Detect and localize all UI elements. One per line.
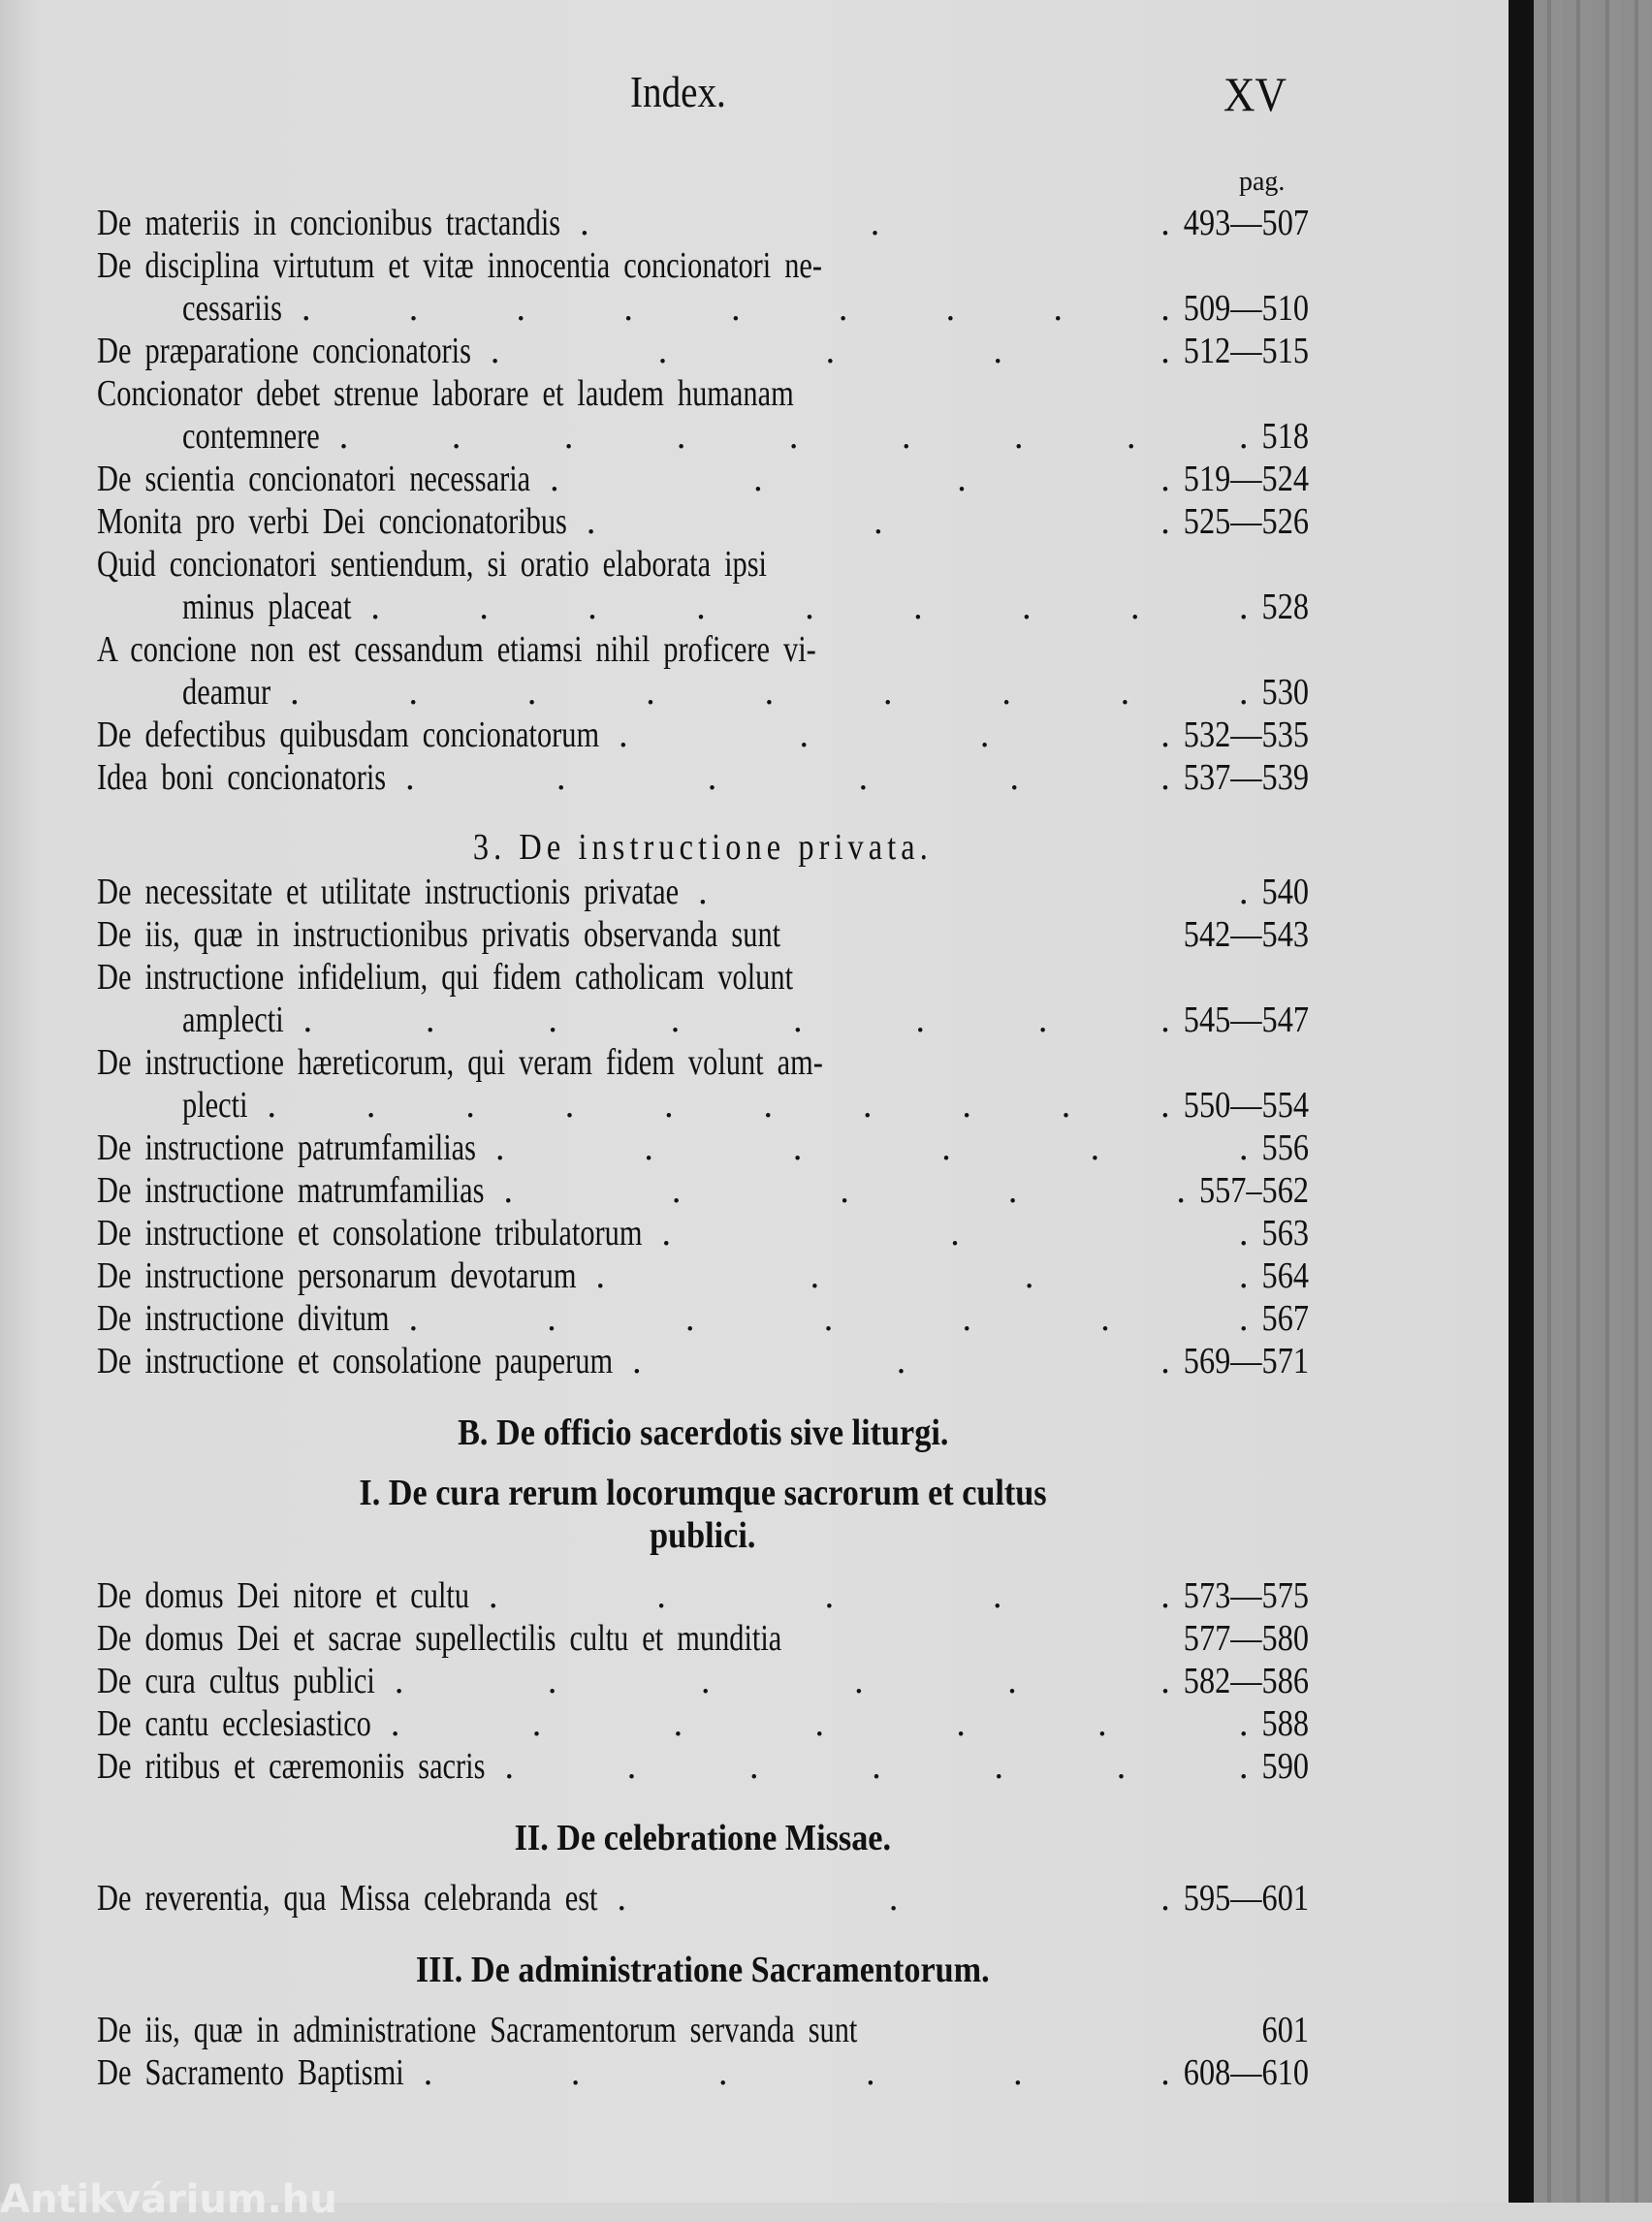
entry-title: De præparatione concionatoris [97, 331, 471, 371]
index-entry [97, 756, 1309, 799]
subsection-heading-i-cont: publici. [650, 1515, 756, 1556]
page-range: 557–562 [1198, 1170, 1309, 1211]
background-surface [1534, 0, 1652, 2203]
subsection-heading-ii: II. De celebratione Missae. [514, 1818, 892, 1858]
dot-leader: . . . . [595, 1255, 1249, 1296]
index-entry-continuation [97, 1084, 1309, 1127]
dot-leader: . . . . . . . . . [338, 416, 1249, 457]
subsection-heading-i: I. De cura rerum locorumque sacrorum et cultus [359, 1473, 1047, 1513]
dot-leader: . . . . . . . [408, 1298, 1249, 1339]
page-range: 518 [1261, 416, 1309, 457]
index-section-a [97, 202, 1309, 799]
subsection-heading-iii: III. De administratione Sacramentorum. [416, 1950, 990, 1990]
page-range: 563 [1261, 1213, 1309, 1254]
section-heading-b: B. De officio sacerdotis sive liturgi. [457, 1413, 949, 1453]
index-section-b-ii [97, 1877, 1309, 1920]
index-entry [97, 714, 1309, 756]
dot-leader: . . . . . . . . . [290, 672, 1249, 713]
index-entry [97, 1340, 1309, 1382]
index-entry [97, 1254, 1309, 1297]
page-range: 537—539 [1183, 757, 1309, 798]
index-entry-continuation [97, 999, 1309, 1041]
dot-leader: . . . . [550, 459, 1170, 499]
index-section-b-i [97, 1574, 1309, 1788]
entry-title: De instructione matrumfamilias [97, 1170, 485, 1211]
index-entry [97, 1212, 1309, 1254]
page-range: 525—526 [1183, 501, 1309, 542]
index-section-b-iii [97, 2009, 1309, 2094]
entry-title: Monita pro verbi Dei concionatoribus [97, 501, 567, 542]
page-range: 509—510 [1183, 288, 1309, 329]
index-entry-continuation [97, 671, 1309, 714]
entry-title: De instructione et consolatione pauperum [97, 1341, 614, 1381]
entry-title: De instructione infidelium, qui fidem catholicam volunt [97, 957, 794, 998]
page-range: 556 [1261, 1127, 1309, 1168]
entry-title: plecti [182, 1085, 248, 1126]
dot-leader: . . . [632, 1341, 1170, 1381]
index-entry [97, 1041, 1309, 1084]
index-entry [97, 543, 1309, 586]
page-column-label: pag. [1239, 167, 1286, 197]
page-edge-shadow [1509, 0, 1534, 2203]
index-entry [97, 1127, 1309, 1169]
entry-title: De scientia concionatori necessaria [97, 459, 531, 499]
page-range: 540 [1261, 872, 1309, 912]
dot-leader: . . . . . . . . . [301, 288, 1170, 329]
entry-title: De Sacramento Baptismi [97, 2052, 404, 2093]
page-range: 567 [1261, 1298, 1309, 1339]
dot-leader: . . . . . . [495, 1127, 1249, 1168]
index-entry [97, 1877, 1309, 1920]
dot-leader: . . . . . . . [390, 1703, 1249, 1744]
dot-leader: . . . . . . [405, 757, 1170, 798]
page-range: 588 [1261, 1703, 1309, 1744]
page-range: 528 [1261, 587, 1309, 627]
dot-leader: . . . . . [490, 331, 1170, 371]
dot-leader: . . . . . . [423, 2052, 1170, 2093]
entry-title: De instructione personarum devotarum [97, 1255, 577, 1296]
dot-leader: . . . . . . . [504, 1746, 1249, 1787]
index-entry [97, 330, 1309, 372]
dot-leader: . . . . . . . . [302, 1000, 1170, 1040]
index-entry-continuation [97, 586, 1309, 628]
dot-leader: . . . [586, 501, 1170, 542]
index-entry [97, 372, 1309, 415]
running-head [0, 66, 1509, 124]
page-range: 550—554 [1183, 1085, 1309, 1126]
dot-leader: . . . [661, 1213, 1249, 1254]
entry-title: De instructione divitum [97, 1298, 390, 1339]
section-heading-instructione-privata: 3. De instructione privata. [472, 827, 934, 868]
entry-title: cessariis [182, 288, 282, 329]
index-section-3 [97, 871, 1309, 1382]
page-range: 577—580 [1183, 1618, 1309, 1659]
entry-title: Quid concionatori sentiendum, si oratio elaborata ipsi [97, 544, 767, 585]
page-range: 519—524 [1183, 459, 1309, 499]
index-entry [97, 2009, 1309, 2051]
dot-leader: . . [698, 872, 1249, 912]
page-range: 573—575 [1183, 1575, 1309, 1616]
page-range: 493—507 [1183, 203, 1309, 243]
index-entry [97, 244, 1309, 287]
page-range: 582—586 [1183, 1661, 1309, 1701]
dot-leader: . . . . . . . . . [370, 587, 1249, 627]
entry-title: Concionator debet strenue laborare et laudem humanam [97, 373, 794, 414]
entry-title: De defectibus quibusdam concionatorum [97, 714, 600, 755]
watermark: Antikvárium.hu [0, 2177, 337, 2222]
index-entry [97, 1297, 1309, 1340]
page-range: 530 [1261, 672, 1309, 713]
entry-title: De instructione et consolatione tribulatorum [97, 1213, 643, 1254]
entry-title: De necessitate et utilitate instructionis privatae [97, 872, 680, 912]
entry-title: De instructione hæreticorum, qui veram fidem volunt am- [97, 1042, 823, 1083]
index-entry [97, 1574, 1309, 1617]
index-entry-continuation [97, 415, 1309, 458]
page-range: 564 [1261, 1255, 1309, 1296]
entry-title: deamur [182, 672, 271, 713]
page-range: 532—535 [1183, 714, 1309, 755]
entry-title: A concione non est cessandum etiamsi nihil proficere vi- [97, 629, 816, 670]
dot-leader: . . . . [619, 714, 1170, 755]
page-range: 569—571 [1183, 1341, 1309, 1381]
entry-title: De iis, quæ in instructionibus privatis observanda sunt [97, 914, 781, 955]
dot-leader: . . . . . . . . . . [267, 1085, 1170, 1126]
index-entry [97, 628, 1309, 671]
entry-title: De materiis in concionibus tractandis [97, 203, 561, 243]
index-entry [97, 1169, 1309, 1212]
dot-leader: . . . [580, 203, 1170, 243]
page-range: 512—515 [1183, 331, 1309, 371]
entry-title: De cura cultus publici [97, 1661, 375, 1701]
page-range: 542—543 [1183, 914, 1309, 955]
index-entry [97, 913, 1309, 956]
index-entry [97, 871, 1309, 913]
page-range: 595—601 [1183, 1878, 1309, 1919]
dot-leader: . . . . . [489, 1575, 1170, 1616]
entry-title: Idea boni concionatoris [97, 757, 387, 798]
index-entry [97, 1660, 1309, 1702]
page-folio: XV [1223, 67, 1287, 121]
page-range: 545—547 [1183, 1000, 1309, 1040]
entry-title: De cantu ecclesiastico [97, 1703, 371, 1744]
entry-title: De domus Dei nitore et cultu [97, 1575, 470, 1616]
entry-title: De ritibus et cæremoniis sacris [97, 1746, 486, 1787]
index-entry [97, 500, 1309, 543]
dot-leader: . . . . . [503, 1170, 1186, 1211]
entry-title: De domus Dei et sacrae supellectilis cultu et munditia [97, 1618, 782, 1659]
entry-title: De disciplina virtutum et vitæ innocentia concionatori ne- [97, 245, 823, 286]
entry-title: amplecti [182, 1000, 284, 1040]
index-content [97, 202, 1309, 2094]
page-range: 590 [1261, 1746, 1309, 1787]
index-entry [97, 1745, 1309, 1788]
dot-leader: . . . [617, 1878, 1170, 1919]
running-head-title: Index. [630, 67, 726, 116]
entry-title: De instructione patrumfamilias [97, 1127, 477, 1168]
entry-title: De reverentia, qua Missa celebranda est [97, 1878, 598, 1919]
index-entry [97, 1702, 1309, 1745]
index-entry [97, 1617, 1309, 1660]
index-entry [97, 202, 1309, 244]
index-entry [97, 458, 1309, 500]
entry-title: De iis, quæ in administratione Sacramentorum servanda sunt [97, 2010, 858, 2050]
entry-title: minus placeat [182, 587, 352, 627]
page-range: 601 [1261, 2010, 1309, 2050]
index-entry [97, 956, 1309, 999]
entry-title: contemnere [182, 416, 320, 457]
index-entry-continuation [97, 287, 1309, 330]
page-range: 608—610 [1183, 2052, 1309, 2093]
dot-leader: . . . . . . [394, 1661, 1170, 1701]
index-entry [97, 2051, 1309, 2094]
